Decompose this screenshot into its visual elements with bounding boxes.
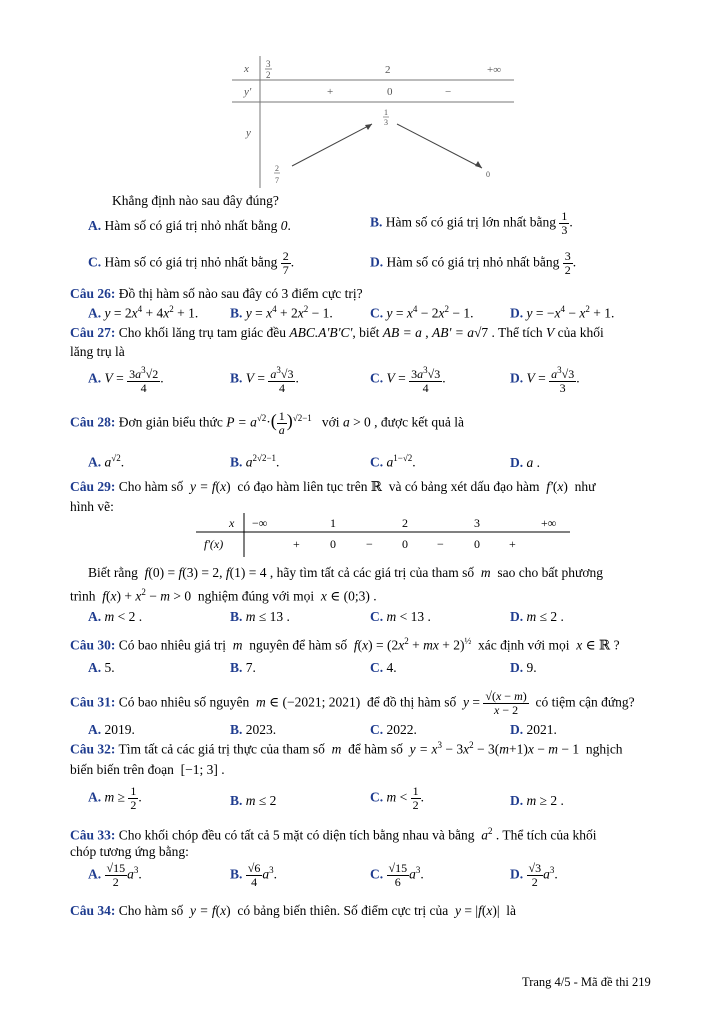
svg-text:1: 1 [330, 516, 336, 530]
svg-text:2: 2 [275, 164, 279, 173]
svg-text:f'(x): f'(x) [204, 537, 224, 551]
q32-option-a[interactable]: A. m ≥ $\frac{1}{2}$ . [88, 784, 142, 812]
svg-text:0: 0 [474, 537, 480, 551]
svg-text:x: x [229, 516, 235, 530]
q25-option-d[interactable]: D. Hàm số có giá trị nhỏ nhất bằng $\frac{3}{2}$ . [370, 249, 577, 277]
q31-option-d[interactable]: D. 2021. [510, 722, 557, 737]
svg-text:+: + [327, 86, 334, 98]
q31-option-b[interactable]: B. 2023. [230, 722, 277, 737]
q28-option-d[interactable]: D. a . [510, 455, 540, 470]
q30-option-a[interactable]: A. 5. [88, 660, 115, 675]
variation-table-q25 [232, 56, 514, 188]
svg-text:+∞: +∞ [487, 64, 502, 76]
q27-option-a[interactable]: A. V = $\frac{3a^3√2}{4}$ . [88, 365, 164, 395]
svg-text:0: 0 [387, 86, 393, 98]
q25-stem: Khẳng định nào sau đây đúng? [112, 193, 279, 208]
q31-stem: Câu 31: Có bao nhiêu số nguyên m ∈ (−2021; 2021) để đồ thị hàm số y = $\frac{√(x - m)}{x - 2}$ có tiệm cận đứng? [70, 689, 635, 717]
q32-option-d[interactable]: D. m ≥ 2 . [510, 793, 564, 808]
q29-option-b[interactable]: B. m ≤ 13 . [230, 609, 290, 624]
svg-text:+∞: +∞ [541, 516, 557, 530]
q30-option-b[interactable]: B. 7. [230, 660, 256, 675]
q33-option-b[interactable]: B. $\frac{√6}{4}$ $a^3$. [230, 861, 277, 889]
q27-option-c[interactable]: C. V = $\frac{3a^3√3}{4}$ . [370, 365, 446, 395]
q29-stem-4: trình $f(x) + x^2 - m > 0$ nghiệm đúng với mọi x ∈ (0;3) . [70, 587, 377, 604]
q25-option-c[interactable]: C. Hàm số có giá trị nhỏ nhất bằng $\frac{2}{7}$ . [88, 249, 295, 277]
svg-text:−: − [366, 537, 373, 551]
q33-stem-2: chóp tương ứng bằng: [70, 844, 189, 859]
q29-stem-3: Biết rằng f(0) = f(3) = 2, f(1) = 4 , hãy tìm tất cả các giá trị của tham số m sao cho bất phương [88, 565, 603, 580]
page-footer: Trang 4/5 - Mã đề thi 219 [522, 975, 651, 989]
svg-text:7: 7 [275, 176, 279, 185]
q26-option-c[interactable]: C. $y = x^4 - 2x^2 - 1$. [370, 304, 474, 321]
sign-table-q29 [196, 513, 570, 557]
q30-stem: Câu 30: Có bao nhiêu giá trị m nguyên để hàm số $f(x) = (2x^2$ + mx + 2)$^{\frac{1}{2}}$ xác định với mọi x ∈ ℝ ? [70, 636, 620, 653]
q29-option-d[interactable]: D. m ≤ 2 . [510, 609, 564, 624]
q26-option-b[interactable]: B. $y = x^4 + 2x^2 - 1$. [230, 304, 333, 321]
q27-option-b[interactable]: B. V = $\frac{a^3√3}{4}$ . [230, 365, 299, 395]
q25-option-a[interactable]: A. Hàm số có giá trị nhỏ nhất bằng 0. [88, 218, 291, 233]
q29-option-c[interactable]: C. m < 13 . [370, 609, 431, 624]
q29-stem: Câu 29: Cho hàm số y = f(x) có đạo hàm liên tục trên ℝ và có bảng xét dấu đạo hàm f'(x) như [70, 479, 596, 494]
svg-text:0: 0 [402, 537, 408, 551]
svg-text:3: 3 [384, 118, 388, 127]
q30-option-d[interactable]: D. 9. [510, 660, 537, 675]
q27-stem-2: lăng trụ là [70, 344, 125, 359]
q33-stem: Câu 33: Cho khối chóp đều có tất cả 5 mặt có diện tích bằng nhau và bằng $a^2$ . Thể tích của khối [70, 826, 597, 843]
q26-option-a[interactable]: A. $y = 2x^4 + 4x^2 + 1$. [88, 304, 199, 321]
svg-text:3: 3 [474, 516, 480, 530]
q29-stem-2: hình vẽ: [70, 499, 114, 514]
svg-text:2: 2 [266, 70, 271, 80]
svg-text:2: 2 [402, 516, 408, 530]
svg-text:1: 1 [384, 108, 388, 117]
svg-text:+: + [509, 537, 516, 551]
q33-option-a[interactable]: A. $\frac{√15}{2}$ $a^3$. [88, 861, 142, 889]
svg-text:0: 0 [330, 537, 336, 551]
q32-stem-2: biến biến trên đoạn [−1; 3] . [70, 762, 225, 777]
svg-text:0: 0 [486, 170, 490, 179]
svg-text:y': y' [244, 86, 252, 98]
q28-option-a[interactable]: A. $a^{√2}$. [88, 453, 125, 470]
q33-option-d[interactable]: D. $\frac{√3}{2}$ $a^3$. [510, 861, 558, 889]
q31-option-a[interactable]: A. 2019. [88, 722, 135, 737]
svg-text:+: + [293, 537, 300, 551]
q26-stem: Câu 26: Đồ thị hàm số nào sau đây có 3 điểm cực trị? [70, 286, 363, 301]
q27-stem: Câu 27: Cho khối lăng trụ tam giác đều ABC.A'B'C', biết AB = a , AB' = a√7 . Thể tích V của khối [70, 325, 604, 340]
svg-text:−∞: −∞ [252, 516, 268, 530]
q32-option-b[interactable]: B. m ≤ 2 [230, 793, 277, 808]
q27-option-d[interactable]: D. V = $\frac{a^3√3}{3}$ . [510, 365, 580, 395]
q25-option-b[interactable]: B. Hàm số có giá trị lớn nhất bằng $\frac{1}{3}$ . [370, 209, 573, 237]
q31-option-c[interactable]: C. 2022. [370, 722, 417, 737]
q26-option-d[interactable]: D. $y = -x^4 - x^2 + 1$. [510, 304, 615, 321]
svg-text:x: x [244, 63, 249, 75]
q28-option-b[interactable]: B. $a^{2√2-1}$. [230, 453, 280, 470]
svg-text:3: 3 [266, 59, 271, 69]
q32-option-c[interactable]: C. m < $\frac{1}{2}$ . [370, 784, 424, 812]
q29-option-a[interactable]: A. m < 2 . [88, 609, 143, 624]
svg-text:2: 2 [385, 64, 391, 76]
q33-option-c[interactable]: C. $\frac{√15}{6}$ $a^3$. [370, 861, 424, 889]
q28-stem: Câu 28: Đơn giản biểu thức $P = a^{√2}\cdot$( $\frac{1}{a}$ )$^{√2-1}$ với a > 0 , được kết quả là [70, 409, 464, 437]
svg-text:−: − [437, 537, 444, 551]
q30-option-c[interactable]: C. 4. [370, 660, 397, 675]
svg-text:y: y [246, 127, 251, 139]
q28-option-c[interactable]: C. $a^{1-√2}$. [370, 453, 416, 470]
svg-text:−: − [445, 86, 452, 98]
q34-stem: Câu 34: Cho hàm số y = f(x) có bảng biến thiên. Số điểm cực trị của y = |f(x)| là [70, 903, 517, 918]
q32-stem: Câu 32: Tìm tất cả các giá trị thực của tham số m để hàm số $y = x^3 - 3x^2 - 3(m+1)x - m - 1$ nghịch [70, 740, 623, 757]
